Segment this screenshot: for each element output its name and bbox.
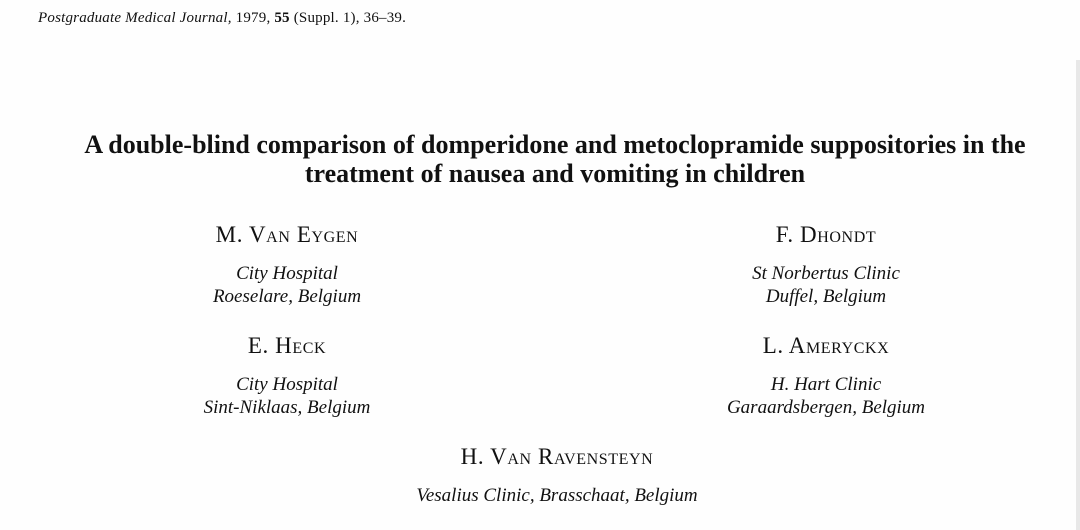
author-block-van-eygen xyxy=(127,222,447,308)
author-name: E. Heck xyxy=(247,333,327,358)
paper-title xyxy=(0,130,1080,188)
journal-citation xyxy=(38,10,406,27)
author-block-van-ravensteyn xyxy=(307,444,807,507)
affiliation-institution: St Norbertus Clinic xyxy=(752,263,900,284)
page-edge-shadow xyxy=(1076,60,1080,530)
affiliation-location: Sint-Niklaas, Belgium xyxy=(203,397,371,418)
author-block-dhondt xyxy=(666,222,986,308)
paper-title-line-1: A double-blind comparison of domperidone and metoclopramide suppositories in the xyxy=(84,130,1026,159)
affiliation-location: Garaardsbergen, Belgium xyxy=(726,397,926,418)
author-name: L. Ameryckx xyxy=(762,333,890,358)
journal-name: Postgraduate Medical Journal, xyxy=(38,10,232,26)
author-affiliation xyxy=(666,262,986,308)
affiliation-institution: City Hospital xyxy=(236,263,338,284)
author-affiliation: Vesalius Clinic, Brasschaat, Belgium xyxy=(416,485,698,506)
affiliation-institution: City Hospital xyxy=(236,374,338,395)
affiliation-location: Duffel, Belgium xyxy=(765,286,887,307)
journal-year: 1979, xyxy=(235,10,271,26)
author-block-ameryckx xyxy=(666,333,986,419)
paper-title-line-2: treatment of nausea and vomiting in children xyxy=(304,159,806,188)
affiliation-location: Roeselare, Belgium xyxy=(212,286,362,307)
journal-pages: (Suppl. 1), 36–39. xyxy=(293,10,407,26)
author-affiliation xyxy=(127,373,447,419)
author-affiliation xyxy=(127,262,447,308)
author-affiliation xyxy=(666,373,986,419)
author-block-heck xyxy=(127,333,447,419)
author-name: H. Van Ravensteyn xyxy=(460,444,654,469)
affiliation-institution: H. Hart Clinic xyxy=(770,374,882,395)
author-name: M. Van Eygen xyxy=(215,222,359,247)
author-name: F. Dhondt xyxy=(775,222,877,247)
journal-volume: 55 xyxy=(274,10,290,26)
